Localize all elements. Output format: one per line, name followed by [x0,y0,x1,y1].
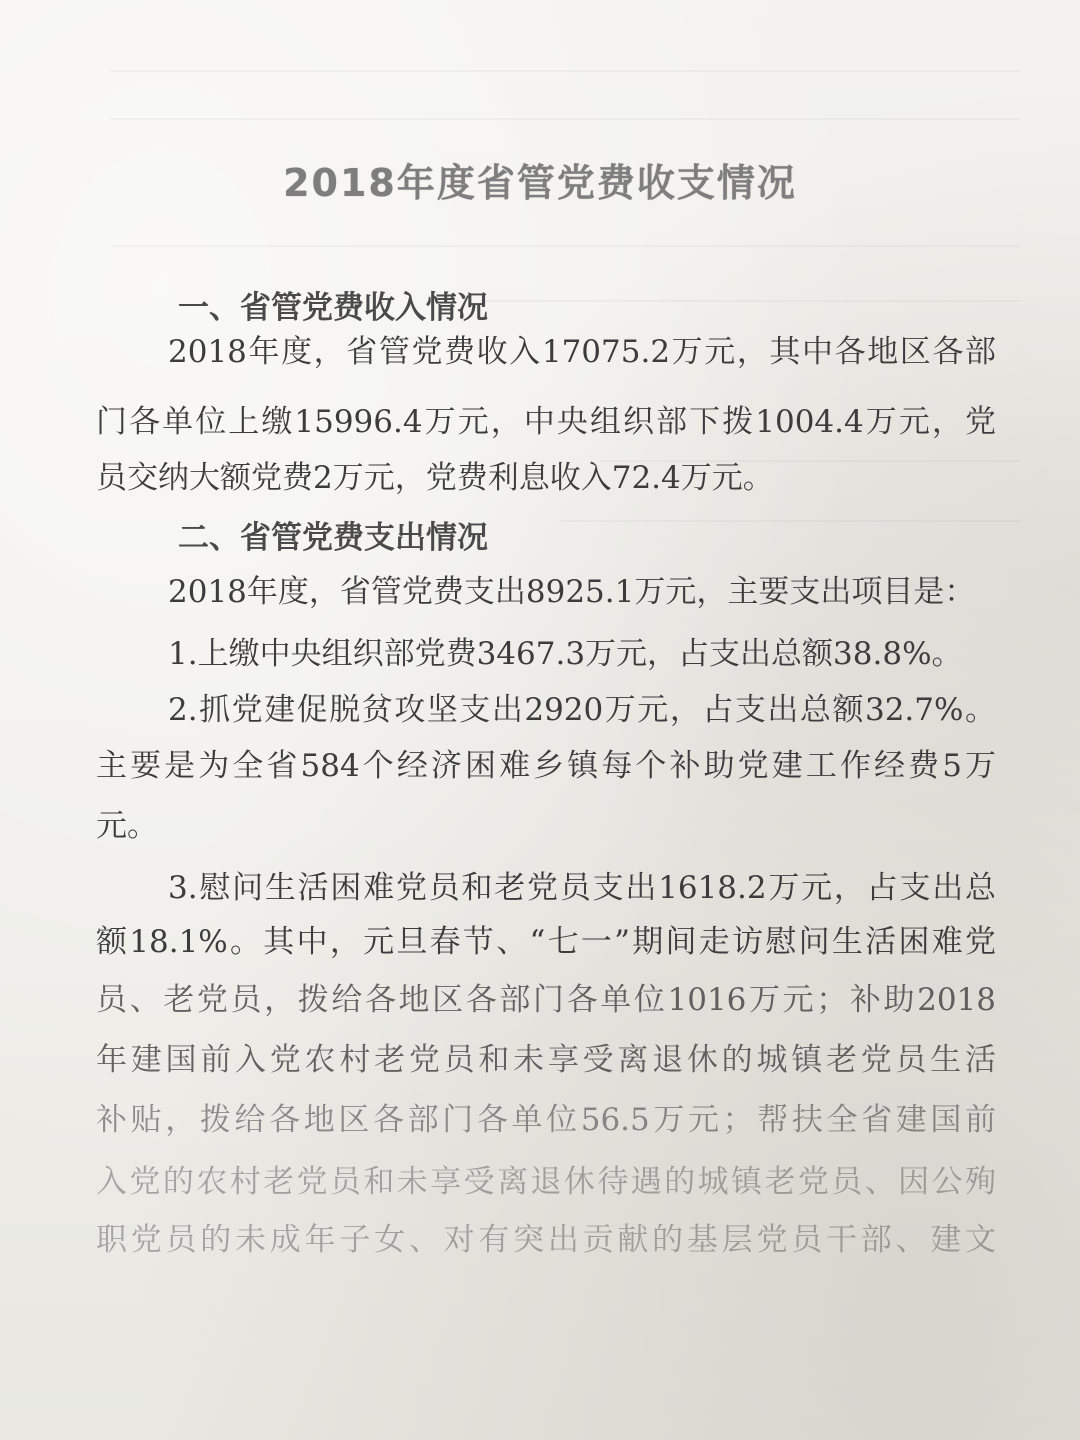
expense-item-3-line: 入党的农村老党员和未享受离退休待遇的城镇老党员、因公殉 [96,1164,996,1200]
expense-item-3-line: 3.慰问生活困难党员和老党员支出1618.2万元，占支出总 [168,870,996,906]
section-1-line: 员交纳大额党费2万元，党费利息收入72.4万元。 [96,460,774,496]
expense-item-1: 1.上缴中央组织部党费3467.3万元，占支出总额38.8%。 [168,636,963,672]
bleed-through-line [110,70,1020,72]
bleed-through-line [480,300,1020,302]
bleed-through-line [110,245,1020,247]
section-1-line: 门各单位上缴15996.4万元，中央组织部下拨1004.4万元，党 [96,404,996,440]
expense-item-2-line: 主要是为全省584个经济困难乡镇每个补助党建工作经费5万 [96,748,996,784]
section-2-heading: 二、省管党费支出情况 [178,520,488,556]
bleed-through-line [110,118,1020,120]
section-1-line: 2018年度，省管党费收入17075.2万元，其中各地区各部 [168,334,996,370]
expense-item-3-line: 补贴，拨给各地区各部门各单位56.5万元；帮扶全省建国前 [96,1102,996,1138]
section-1-heading: 一、省管党费收入情况 [178,290,488,326]
document-title: 2018年度省管党费收支情况 [283,161,797,205]
expense-item-2-line: 元。 [96,808,158,844]
expense-item-3-line: 职党员的未成年子女、对有突出贡献的基层党员干部、建文 [96,1222,996,1258]
expense-item-2-line: 2.抓党建促脱贫攻坚支出2920万元，占支出总额32.7%。 [168,692,996,728]
bleed-through-line [560,520,1020,522]
expense-item-3-line: 员、老党员，拨给各地区各部门各单位1016万元；补助2018 [96,982,996,1018]
expense-item-3-line: 额18.1%。其中，元旦春节、“七一”期间走访慰问生活困难党 [96,924,996,960]
expense-item-3-line: 年建国前入党农村老党员和未享受离退休的城镇老党员生活 [96,1042,996,1078]
section-2-intro: 2018年度，省管党费支出8925.1万元，主要支出项目是： [168,574,976,610]
